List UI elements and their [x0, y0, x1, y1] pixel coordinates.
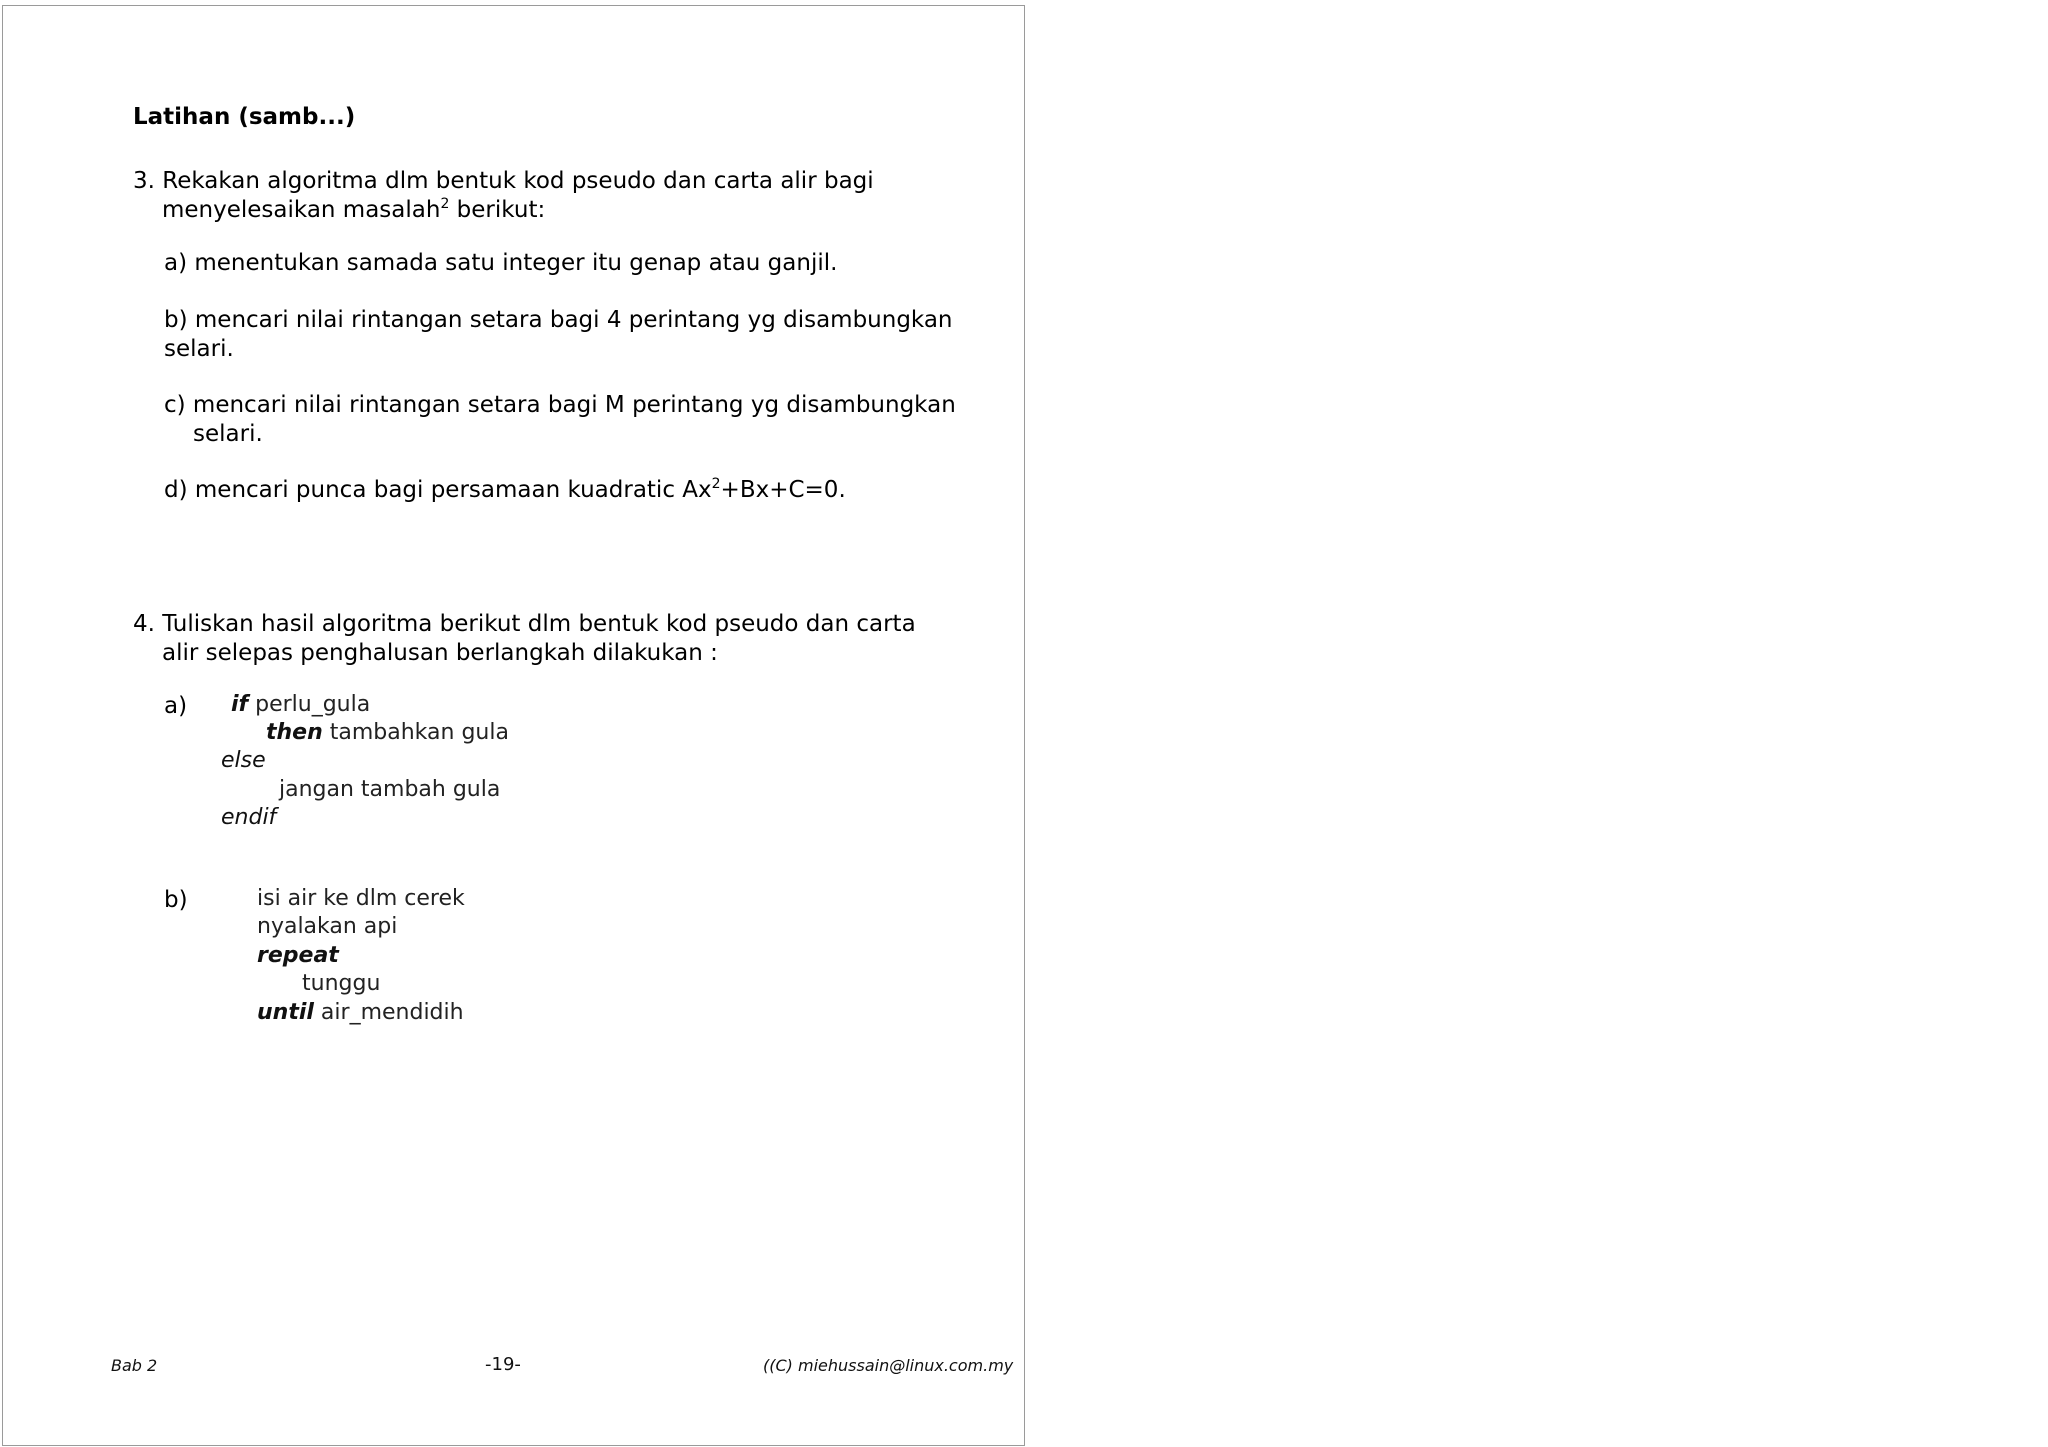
else-keyword: else	[221, 748, 266, 773]
page-heading: Latihan (samb...)	[133, 104, 356, 130]
q4b-until-line	[257, 1000, 464, 1025]
if-condition: perlu_gula	[248, 692, 371, 717]
q4a-else-body: jangan tambah gula	[279, 777, 501, 802]
document-page	[2, 5, 1025, 1446]
q3-item-d	[164, 476, 846, 505]
repeat-keyword: repeat	[257, 943, 339, 968]
q3-item-d-end: +Bx+C=0.	[720, 477, 846, 503]
q3-item-c-line2: selari.	[193, 421, 263, 447]
q3-item-b-line2: selari.	[164, 336, 234, 362]
endif-keyword: endif	[221, 805, 277, 830]
until-keyword: until	[257, 1000, 314, 1025]
q3-item-c-line1: c) mencari nilai rintangan setara bagi M perintang yg disambungkan	[164, 392, 956, 418]
q3-line2-text: menyelesaikan masalah	[162, 197, 441, 223]
q4b-repeat-line	[257, 943, 339, 968]
q4a-then-line	[266, 720, 509, 745]
if-keyword: if	[231, 692, 249, 717]
until-condition: air_mendidih	[313, 1000, 464, 1025]
q3-line2	[162, 196, 545, 225]
q4a-endif-line	[221, 805, 276, 830]
q4-line2: alir selepas penghalusan berlangkah dilakukan :	[162, 640, 718, 666]
q4b-line2: nyalakan api	[257, 914, 398, 939]
q3-line1: 3. Rekakan algoritma dlm bentuk kod pseudo dan carta alir bagi	[133, 168, 874, 194]
q4b-line1: isi air ke dlm cerek	[257, 886, 465, 911]
q4a-else-line	[221, 748, 266, 773]
q3-item-b-line1: b) mencari nilai rintangan setara bagi 4 perintang yg disambungkan	[164, 307, 953, 333]
q3-line2-superscript: 2	[440, 196, 450, 212]
q4-item-a-label: a)	[164, 693, 188, 719]
q3-line2-end: berikut:	[449, 197, 546, 223]
footer-page-number: -19-	[485, 1354, 521, 1375]
then-action: tambahkan gula	[322, 720, 509, 745]
q3-item-d-text: d) mencari punca bagi persamaan kuadratic Ax	[164, 477, 712, 503]
q4b-repeat-body: tunggu	[302, 971, 381, 996]
then-keyword: then	[266, 720, 323, 745]
q4a-if-line	[231, 692, 370, 717]
q3-item-d-superscript: 2	[711, 476, 721, 492]
footer-chapter: Bab 2	[111, 1356, 158, 1375]
footer-copyright: ((C) miehussain@linux.com.my	[763, 1356, 1014, 1375]
q4-item-b-label: b)	[164, 887, 188, 913]
q3-item-a: a) menentukan samada satu integer itu genap atau ganjil.	[164, 250, 838, 276]
q4-line1: 4. Tuliskan hasil algoritma berikut dlm bentuk kod pseudo dan carta	[133, 611, 916, 637]
